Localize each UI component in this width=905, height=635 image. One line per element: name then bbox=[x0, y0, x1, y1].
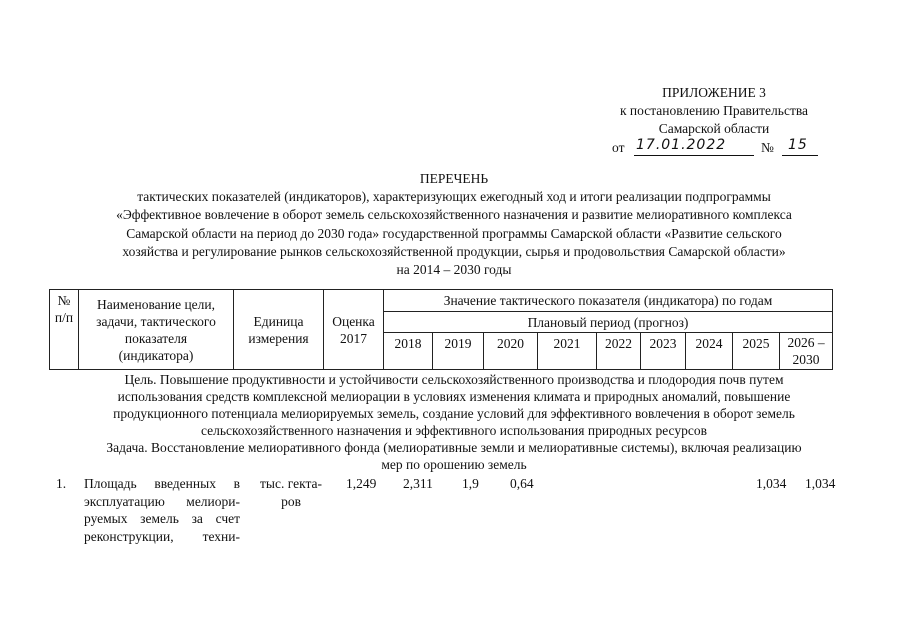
header-year-2019: 2019 bbox=[433, 333, 484, 370]
row-num: 1. bbox=[56, 476, 67, 491]
header-values-title: Значение тактического показателя (индикатора) по годам bbox=[384, 290, 833, 312]
row-name-line-4: реконструкции, техни- bbox=[84, 528, 240, 544]
row-estimate-2017: 1,249 bbox=[346, 476, 377, 491]
header-num bbox=[50, 290, 79, 370]
appendix-resolution: к постановлению Правительства bbox=[619, 103, 809, 118]
row-value-2025: 1,034 bbox=[756, 476, 787, 491]
task-section bbox=[56, 439, 852, 473]
header-name-line-4: (индикатора) bbox=[118, 347, 194, 363]
heading-line-3: Самарской области на период до 2030 года» государственной программы Самарской области «Развитие сельского bbox=[126, 225, 782, 241]
row-name bbox=[84, 475, 240, 545]
task-line-1: Задача. Восстановление мелиоративного фонда (мелиоративные земли и мелиоративные системы), включая реализацию bbox=[106, 440, 802, 455]
heading-line-2: «Эффективное вовлечение в оборот земель сельскохозяйственного назначения и развитие мелиоративного комплекса bbox=[116, 207, 792, 223]
row-unit-line-2: ров bbox=[281, 493, 301, 509]
goal-line-4: сельскохозяйственного назначения и эффективного использования природных ресурсов bbox=[201, 423, 707, 438]
header-name-line-2: задачи, тактического bbox=[96, 313, 216, 329]
from-label: от bbox=[612, 140, 625, 155]
header-year-2026-2030 bbox=[780, 333, 833, 370]
row-value-2020: 0,64 bbox=[510, 476, 534, 491]
heading-title: ПЕРЕЧЕНЬ bbox=[419, 171, 489, 186]
number-underline bbox=[782, 155, 818, 156]
header-name bbox=[79, 290, 234, 370]
header-year-2022: 2022 bbox=[597, 333, 641, 370]
heading-line-1: тактических показателей (индикаторов), характеризующих ежегодный ход и итоги реализации подпрограммы bbox=[137, 189, 771, 205]
header-year-2018: 2018 bbox=[384, 333, 433, 370]
date-underline bbox=[634, 155, 754, 156]
header-name-line-1: Наименование цели, bbox=[96, 296, 216, 312]
heading-line-4: хозяйства и регулирование рынков сельскохозяйственной продукции, сырья и продовольствия Самарской области» bbox=[122, 243, 786, 259]
row-unit-line-1: тыс. гекта- bbox=[260, 476, 322, 491]
row-name-line-2: эксплуатацию мелиори- bbox=[84, 493, 240, 509]
goal-section bbox=[56, 371, 852, 439]
header-estimate bbox=[324, 290, 384, 370]
task-line-2: мер по орошению земель bbox=[381, 457, 527, 472]
row-value-2018: 2,311 bbox=[403, 476, 433, 491]
header-year-2023: 2023 bbox=[641, 333, 686, 370]
header-unit-line-2: измерения bbox=[248, 330, 309, 346]
header-year-2020: 2020 bbox=[484, 333, 538, 370]
appendix-title: ПРИЛОЖЕНИЕ 3 bbox=[662, 85, 766, 100]
indicators-table-header bbox=[49, 289, 833, 370]
header-name-line-3: показателя bbox=[124, 330, 188, 346]
document-heading bbox=[56, 170, 852, 279]
header-estimate-line-2: 2017 bbox=[340, 330, 367, 346]
row-name-line-3: руемых земель за счет bbox=[84, 511, 240, 526]
header-unit bbox=[234, 290, 324, 370]
row-value-2026-2030: 1,034 bbox=[805, 476, 836, 491]
header-plan-title: Плановый период (прогноз) bbox=[384, 312, 833, 333]
header-estimate-line-1: Оценка bbox=[332, 313, 375, 329]
handwritten-number: 15 bbox=[788, 137, 808, 153]
row-unit bbox=[252, 475, 330, 510]
handwritten-date: 17.01.2022 bbox=[636, 137, 727, 153]
header-num-text: № п/п bbox=[54, 293, 74, 325]
header-last-line-1: 2026 – bbox=[787, 335, 825, 350]
goal-line-1: Цель. Повышение продуктивности и устойчивости сельскохозяйственного производства и плодородия почв путем bbox=[124, 372, 784, 387]
appendix-region: Самарской области bbox=[658, 121, 770, 136]
goal-line-2: использования средств комплексной мелиорации в условиях изменения климата и природных аномалий, повышение bbox=[117, 389, 791, 404]
number-label: № bbox=[761, 140, 774, 155]
header-last-line-2: 2030 bbox=[792, 352, 820, 367]
row-value-2019: 1,9 bbox=[462, 476, 479, 491]
appendix-block bbox=[560, 84, 868, 158]
goal-line-3: продукционного потенциала мелиорируемых земель, создание условий для эффективного вовлечения в оборот земель bbox=[113, 406, 795, 421]
appendix-date-number-line bbox=[560, 138, 868, 158]
header-year-2024: 2024 bbox=[686, 333, 733, 370]
header-year-2021: 2021 bbox=[538, 333, 597, 370]
header-year-2025: 2025 bbox=[733, 333, 780, 370]
header-unit-line-1: Единица bbox=[253, 313, 304, 329]
row-name-line-1: Площадь введенных в bbox=[84, 476, 240, 491]
heading-line-5: на 2014 – 2030 годы bbox=[396, 262, 512, 278]
